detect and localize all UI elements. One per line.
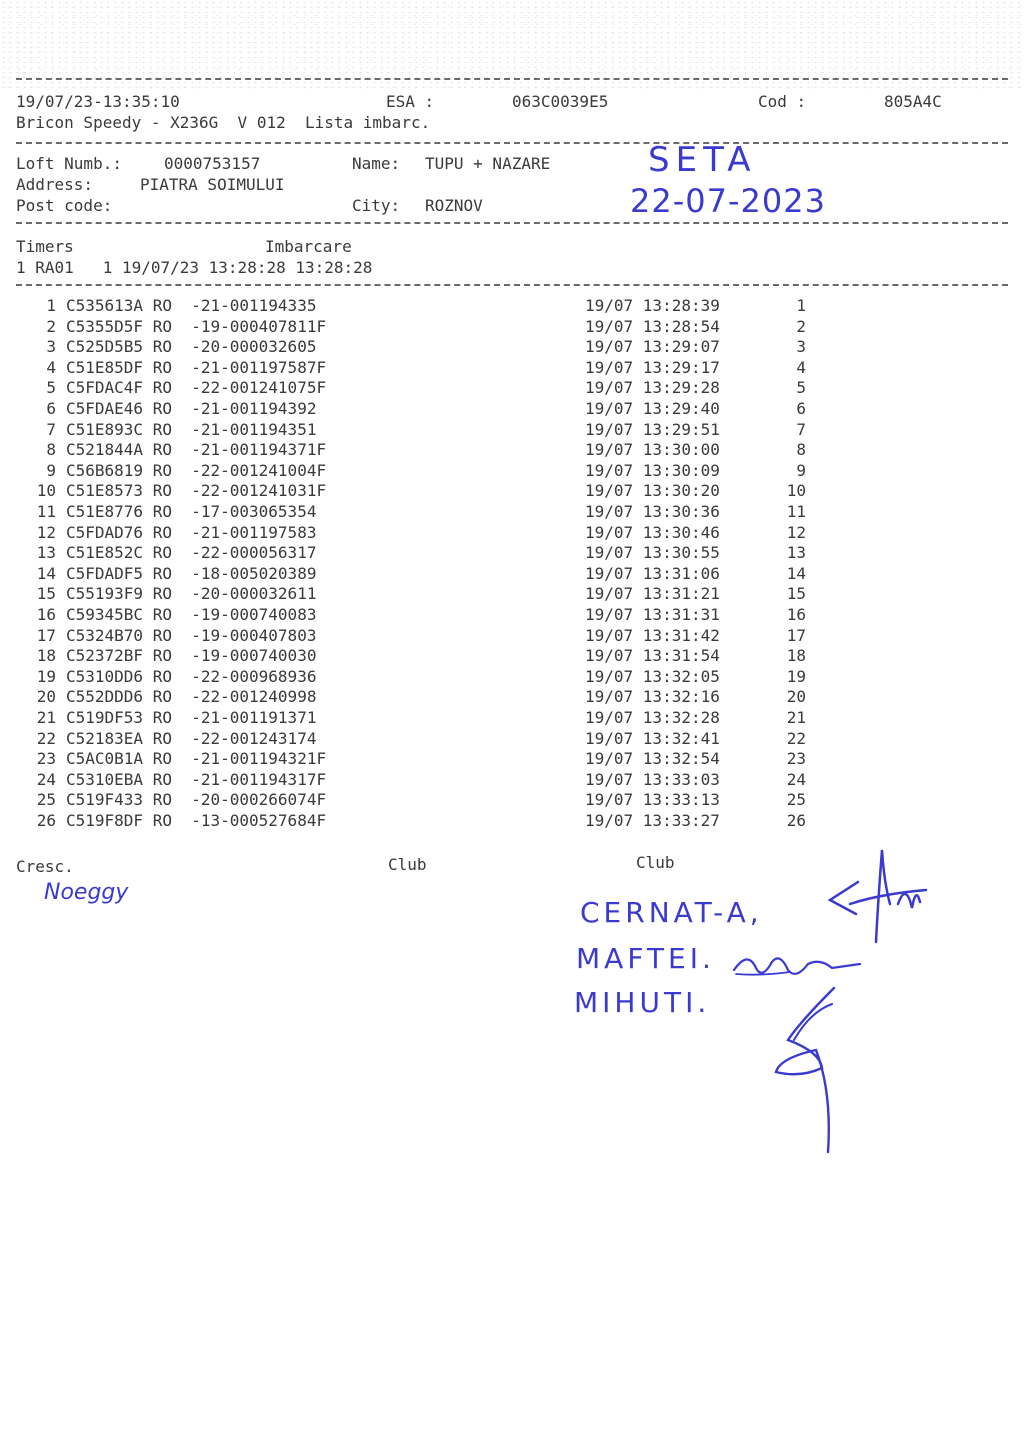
bird-number: 8 [46, 440, 56, 460]
bird-ring: C519F8DF RO -13-000527684F [66, 811, 327, 830]
bird-time: 19/07 13:31:42 [585, 625, 720, 645]
bird-ring: C52183EA RO -22-001243174 [66, 728, 317, 748]
bird-number: 12 [36, 522, 56, 542]
bird-ring: C51E85DF RO -21-001197587F [66, 357, 327, 377]
bird-time: 19/07 13:28:54 [585, 316, 720, 336]
bird-ring: C519DF53 RO -21-001191371 [66, 708, 317, 727]
bird-time: 19/07 13:29:28 [585, 378, 720, 398]
bird-order: 3 [796, 337, 806, 357]
bird-order: 16 [786, 605, 806, 624]
bird-number: 23 [36, 749, 56, 769]
bird-row [22, 790, 822, 810]
bird-number: 24 [36, 769, 56, 789]
bird-ring: C5FDAC4F RO -22-001241075F [66, 378, 327, 398]
bird-row [22, 687, 822, 707]
bird-time: 19/07 13:32:54 [585, 749, 720, 769]
bird-ring: C552DDD6 RO -22-001240998 [66, 687, 317, 707]
bird-row [22, 605, 822, 625]
bird-ring: C52372BF RO -19-000740030 [66, 646, 317, 666]
club-label: Club [636, 853, 675, 872]
bird-time: 19/07 13:32:28 [585, 708, 720, 727]
bird-row [22, 502, 822, 522]
bird-number: 19 [36, 666, 56, 686]
bird-row [22, 646, 822, 666]
bird-row [22, 337, 822, 357]
address-value: PIATRA SOIMULUI [140, 175, 285, 194]
bird-ring: C5310EBA RO -21-001194317F [66, 769, 327, 789]
timer-line: 1 RA01 1 19/07/23 13:28:28 13:28:28 [16, 258, 373, 277]
bird-ring: C5310DD6 RO -22-000968936 [66, 666, 317, 686]
bird-number: 7 [46, 419, 56, 439]
bird-row [22, 461, 822, 481]
bird-order: 7 [796, 419, 806, 439]
bird-time: 19/07 13:30:20 [585, 481, 720, 501]
bird-ring: C51E8573 RO -22-001241031F [66, 481, 327, 501]
bird-row [22, 749, 822, 769]
bird-number: 15 [36, 584, 56, 604]
bird-ring: C51E893C RO -21-001194351 [66, 419, 317, 439]
bird-row [22, 481, 822, 501]
separator [16, 222, 1008, 224]
bird-number: 11 [36, 502, 56, 521]
bird-row [22, 667, 822, 687]
bird-number: 10 [36, 481, 56, 501]
bird-number: 1 [46, 296, 56, 315]
bird-number: 25 [36, 790, 56, 810]
city-value: ROZNOV [425, 196, 483, 215]
loft-numb-label: Loft Numb.: [16, 154, 122, 173]
timers-label: Timers [16, 237, 74, 256]
bird-order: 23 [786, 749, 806, 769]
bird-time: 19/07 13:30:55 [585, 543, 720, 563]
cod-value: 805A4C [884, 92, 942, 111]
bird-order: 25 [786, 790, 806, 810]
bird-time: 19/07 13:28:39 [585, 296, 720, 315]
bird-number: 16 [36, 605, 56, 624]
bird-time: 19/07 13:31:54 [585, 646, 720, 666]
bird-time: 19/07 13:33:03 [585, 769, 720, 789]
bird-order: 17 [786, 625, 806, 645]
bird-row [22, 440, 822, 460]
bird-row [22, 399, 822, 419]
bird-order: 14 [786, 563, 806, 583]
bird-order: 21 [786, 708, 806, 727]
handwritten-breeder-name: Noeggy [44, 880, 129, 905]
bird-order: 22 [786, 728, 806, 748]
handwritten-club-name-1: CERNAT-A, [580, 896, 763, 929]
scan-noise [0, 0, 1024, 90]
bird-order: 13 [786, 543, 806, 563]
bird-time: 19/07 13:30:46 [585, 522, 720, 542]
address-label: Address: [16, 175, 94, 194]
bird-time: 19/07 13:29:51 [585, 419, 720, 439]
esa-value: 063C0039E5 [512, 92, 609, 111]
bird-row [22, 729, 822, 749]
signature-scribble [820, 842, 940, 952]
handwritten-club-name-2: MAFTEI. [576, 942, 715, 975]
bird-number: 26 [36, 811, 56, 830]
bird-order: 18 [786, 646, 806, 666]
separator [16, 78, 1008, 80]
bird-order: 6 [796, 399, 806, 418]
bird-ring: C56B6819 RO -22-001241004F [66, 460, 327, 480]
bird-ring: C535613A RO -21-001194335 [66, 296, 317, 315]
bird-number: 14 [36, 563, 56, 583]
device-line: Bricon Speedy - X236G V 012 Lista imbarc. [16, 113, 431, 132]
cresc-label: Cresc. [16, 857, 74, 876]
bird-ring: C55193F9 RO -20-000032611 [66, 584, 317, 604]
bird-row [22, 317, 822, 337]
separator [16, 284, 1008, 286]
bird-number: 9 [46, 460, 56, 480]
bird-ring: C5AC0B1A RO -21-001194321F [66, 749, 327, 769]
imbarcare-label: Imbarcare [265, 237, 352, 256]
handwritten-seta: SETA [648, 140, 757, 180]
handwritten-club-name-3: MIHUTI. [574, 986, 711, 1019]
bird-ring: C525D5B5 RO -20-000032605 [66, 337, 317, 357]
signature-scribble [760, 982, 860, 1162]
bird-row [22, 358, 822, 378]
bird-time: 19/07 13:31:06 [585, 563, 720, 583]
bird-ring: C59345BC RO -19-000740083 [66, 605, 317, 624]
bird-ring: C521844A RO -21-001194371F [66, 440, 327, 460]
bird-order: 24 [786, 769, 806, 789]
bird-order: 10 [786, 481, 806, 501]
bird-order: 19 [786, 666, 806, 686]
bird-ring: C5FDAD76 RO -21-001197583 [66, 522, 317, 542]
bird-row [22, 626, 822, 646]
bird-number: 2 [46, 316, 56, 336]
bird-row [22, 543, 822, 563]
bird-number: 4 [46, 357, 56, 377]
bird-ring: C51E852C RO -22-000056317 [66, 543, 317, 563]
bird-row [22, 420, 822, 440]
bird-order: 20 [786, 687, 806, 707]
handwritten-date: 22-07-2023 [630, 182, 826, 220]
bird-row [22, 584, 822, 604]
bird-time: 19/07 13:31:21 [585, 584, 720, 604]
bird-order: 1 [796, 296, 806, 315]
bird-number: 17 [36, 625, 56, 645]
bird-row [22, 770, 822, 790]
bird-time: 19/07 13:29:40 [585, 399, 720, 418]
bird-order: 8 [796, 440, 806, 460]
bird-time: 19/07 13:29:07 [585, 337, 720, 357]
bird-time: 19/07 13:33:13 [585, 790, 720, 810]
bird-time: 19/07 13:32:16 [585, 687, 720, 707]
bird-time: 19/07 13:33:27 [585, 811, 720, 830]
bird-row [22, 708, 822, 728]
bird-ring: C5FDADF5 RO -18-005020389 [66, 563, 317, 583]
bird-order: 11 [786, 502, 806, 521]
bird-ring: C51E8776 RO -17-003065354 [66, 502, 317, 521]
bird-order: 9 [796, 460, 806, 480]
bird-time: 19/07 13:29:17 [585, 357, 720, 377]
bird-ring: C5355D5F RO -19-000407811F [66, 316, 327, 336]
name-value: TUPU + NAZARE [425, 154, 551, 173]
bird-ring: C5324B70 RO -19-000407803 [66, 625, 317, 645]
bird-number: 13 [36, 543, 56, 563]
bird-ring: C5FDAE46 RO -21-001194392 [66, 399, 317, 418]
bird-row [22, 378, 822, 398]
bird-order: 2 [796, 316, 806, 336]
bird-row [22, 811, 822, 831]
bird-row [22, 523, 822, 543]
bird-order: 5 [796, 378, 806, 398]
loft-numb-value: 0000753157 [164, 154, 261, 173]
club-label: Club [388, 855, 427, 874]
bird-time: 19/07 13:30:36 [585, 502, 720, 521]
bird-number: 6 [46, 399, 56, 418]
bird-row [22, 564, 822, 584]
cod-label: Cod : [758, 92, 807, 111]
bird-number: 5 [46, 378, 56, 398]
bird-ring: C519F433 RO -20-000266074F [66, 790, 327, 810]
bird-time: 19/07 13:32:41 [585, 728, 720, 748]
bird-number: 18 [36, 646, 56, 666]
bird-time: 19/07 13:30:09 [585, 460, 720, 480]
bird-time: 19/07 13:31:31 [585, 605, 720, 624]
bird-order: 12 [786, 522, 806, 542]
bird-order: 4 [796, 357, 806, 377]
esa-label: ESA : [386, 92, 435, 111]
city-label: City: [352, 196, 401, 215]
name-label: Name: [352, 154, 401, 173]
header-datetime: 19/07/23-13:35:10 [16, 92, 180, 111]
post-code-label: Post code: [16, 196, 113, 215]
bird-order: 15 [786, 584, 806, 604]
bird-time: 19/07 13:32:05 [585, 666, 720, 686]
bird-number: 21 [36, 708, 56, 727]
separator [16, 142, 1008, 144]
bird-order: 26 [786, 811, 806, 830]
bird-number: 3 [46, 337, 56, 357]
bird-row [22, 296, 822, 316]
bird-number: 20 [36, 687, 56, 707]
bird-time: 19/07 13:30:00 [585, 440, 720, 460]
bird-number: 22 [36, 728, 56, 748]
